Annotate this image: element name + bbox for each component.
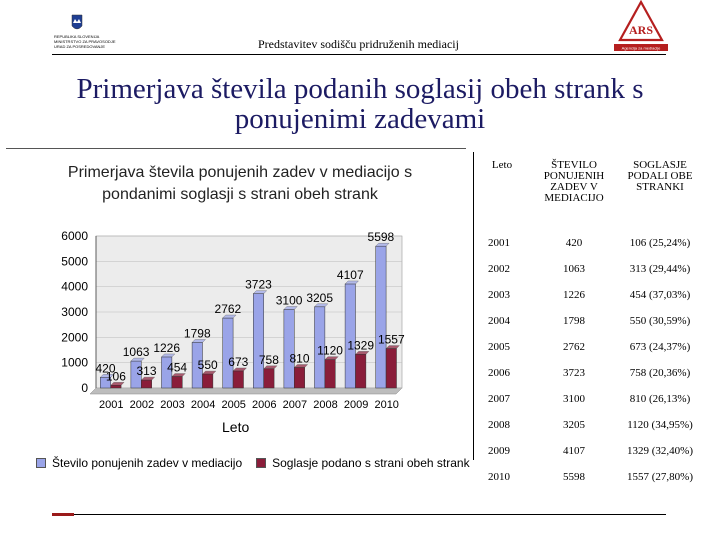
ministry-logo bbox=[52, 12, 142, 52]
x-tick-label: 2005 bbox=[221, 399, 246, 411]
logo-left-line-1: REPUBLIKA SLOVENIJA bbox=[54, 34, 100, 39]
data-label-agreed: 1120 bbox=[317, 343, 343, 358]
data-label-offered: 1798 bbox=[183, 326, 211, 341]
header-year: Leto bbox=[491, 159, 513, 171]
data-label-offered: 1063 bbox=[122, 345, 150, 360]
cell-offered: 420 bbox=[565, 237, 583, 249]
bar-agreed bbox=[202, 374, 212, 388]
title-divider bbox=[6, 148, 466, 149]
header-divider bbox=[52, 54, 666, 55]
y-tick-label: 3000 bbox=[61, 305, 88, 319]
slide-title: Primerjava števila podanih soglasij obeh strank s ponujenimi zadevami bbox=[76, 73, 644, 135]
x-tick-label: 2006 bbox=[252, 399, 277, 411]
cell-offered: 3723 bbox=[563, 367, 585, 379]
cell-agreed: 810 (26,13%) bbox=[629, 393, 691, 405]
logo-right-text: ARS bbox=[628, 23, 654, 37]
bar-agreed bbox=[355, 354, 365, 388]
cell-agreed: 673 (24,37%) bbox=[629, 341, 691, 353]
footer-accent bbox=[52, 513, 74, 516]
table-row bbox=[474, 282, 702, 308]
data-label-agreed: 550 bbox=[197, 358, 218, 373]
table-row bbox=[474, 438, 702, 464]
logo-right-caption: Agencija za mediacije bbox=[621, 45, 661, 51]
presentation-subtitle: Predstavitev sodišču pridruženih mediacij bbox=[258, 37, 459, 51]
cell-offered: 3205 bbox=[563, 419, 585, 431]
y-tick-label: 4000 bbox=[61, 279, 88, 294]
cell-offered: 1063 bbox=[563, 263, 585, 275]
cell-agreed: 106 (25,24%) bbox=[629, 237, 691, 249]
table-row bbox=[474, 334, 702, 360]
legend-label-agreed: Soglasje podano s strani obeh strank bbox=[272, 456, 470, 470]
data-table bbox=[474, 160, 702, 490]
data-label-offered: 1226 bbox=[153, 340, 181, 355]
table-row bbox=[474, 464, 702, 490]
x-tick-label: 2009 bbox=[343, 399, 369, 411]
cell-agreed: 313 (29,44%) bbox=[629, 263, 691, 275]
cell-agreed: 1329 (32,40%) bbox=[627, 445, 693, 457]
y-tick-label: 5000 bbox=[61, 254, 88, 269]
cell-agreed: 550 (30,59%) bbox=[629, 315, 691, 327]
x-tick-label: 2008 bbox=[313, 399, 338, 411]
y-tick-label: 1000 bbox=[61, 355, 88, 370]
data-label-agreed: 810 bbox=[289, 351, 310, 366]
cell-year: 2010 bbox=[488, 471, 510, 483]
cell-offered: 4107 bbox=[563, 445, 585, 457]
header-offered-cases: ŠTEVILO PONUJENIH ZADEV V MEDIACIJO bbox=[543, 159, 605, 204]
data-label-offered: 5598 bbox=[367, 230, 395, 245]
table-row bbox=[474, 308, 702, 334]
x-tick-label: 2004 bbox=[190, 399, 216, 411]
logo-left-line-2: MINISTRSTVO ZA PRAVOSODJE bbox=[54, 39, 116, 44]
bar-agreed bbox=[141, 380, 151, 388]
cell-offered: 3100 bbox=[563, 393, 585, 405]
chart-legend bbox=[36, 456, 470, 470]
bar-agreed bbox=[325, 360, 335, 388]
cell-agreed: 1120 (34,95%) bbox=[627, 419, 693, 431]
legend-label-offered: Število ponujenih zadev v mediacijo bbox=[52, 456, 243, 470]
legend-swatch-agreed bbox=[256, 458, 266, 468]
ars-logo bbox=[610, 0, 672, 54]
data-label-offered: 420 bbox=[95, 361, 116, 376]
x-tick-label: 2003 bbox=[160, 399, 185, 411]
cell-year: 2008 bbox=[488, 419, 510, 431]
cell-offered: 2762 bbox=[563, 341, 585, 353]
table-row bbox=[474, 360, 702, 386]
table-row bbox=[474, 386, 702, 412]
data-label-agreed: 106 bbox=[105, 369, 126, 384]
cell-offered: 1226 bbox=[563, 289, 585, 301]
chart-title: Primerjava števila ponujenih zadev v mediacijo s pondanimi soglasji s strani obeh strank bbox=[67, 164, 413, 203]
header-agreements: SOGLASJE PODALI OBE STRANKI bbox=[627, 159, 693, 193]
data-label-offered: 3100 bbox=[275, 293, 303, 308]
x-tick-label: 2010 bbox=[374, 399, 399, 411]
bar-agreed bbox=[386, 349, 396, 388]
footer-divider bbox=[52, 514, 666, 515]
cell-year: 2009 bbox=[488, 445, 510, 457]
x-tick-label: 2002 bbox=[129, 399, 155, 411]
cell-agreed: 454 (37,03%) bbox=[629, 289, 691, 301]
bar-agreed bbox=[264, 369, 274, 388]
cell-year: 2005 bbox=[488, 341, 510, 353]
bar-agreed bbox=[294, 367, 304, 388]
bar-agreed bbox=[111, 385, 121, 388]
data-label-agreed: 313 bbox=[136, 364, 157, 379]
cell-year: 2007 bbox=[488, 393, 510, 405]
table-row bbox=[474, 412, 702, 438]
data-label-offered: 3723 bbox=[245, 277, 272, 292]
y-tick-label: 0 bbox=[81, 381, 88, 395]
x-tick-label: 2007 bbox=[282, 399, 308, 411]
x-tick-label: 2001 bbox=[99, 399, 124, 411]
data-label-agreed: 1329 bbox=[347, 338, 375, 353]
cell-agreed: 758 (20,36%) bbox=[629, 367, 691, 379]
bar-offered bbox=[284, 309, 294, 388]
cell-offered: 5598 bbox=[563, 471, 585, 483]
data-label-offered: 3205 bbox=[306, 290, 334, 305]
cell-offered: 1798 bbox=[563, 315, 585, 327]
legend-swatch-offered bbox=[36, 458, 46, 468]
data-label-agreed: 673 bbox=[228, 354, 249, 369]
bar-offered bbox=[345, 284, 355, 388]
cell-agreed: 1557 (27,80%) bbox=[627, 471, 693, 483]
data-label-agreed: 758 bbox=[258, 352, 279, 367]
x-axis-title: Leto bbox=[222, 419, 250, 435]
y-tick-label: 2000 bbox=[61, 330, 88, 345]
bar-offered bbox=[223, 318, 233, 388]
bar-chart bbox=[56, 222, 416, 414]
cell-year: 2001 bbox=[488, 237, 510, 249]
data-label-offered: 4107 bbox=[336, 267, 364, 282]
bar-agreed bbox=[172, 376, 182, 388]
data-label-agreed: 1557 bbox=[377, 332, 405, 347]
bar-offered bbox=[376, 246, 386, 388]
table-row bbox=[474, 256, 702, 282]
logo-left-line-3: URAD ZA POSREDOVANJE bbox=[54, 44, 106, 49]
y-tick-label: 6000 bbox=[61, 229, 88, 243]
data-label-agreed: 454 bbox=[167, 360, 188, 375]
chart-floor bbox=[90, 388, 402, 394]
cell-year: 2004 bbox=[488, 315, 510, 327]
cell-year: 2003 bbox=[488, 289, 510, 301]
data-label-offered: 2762 bbox=[214, 302, 242, 317]
cell-year: 2006 bbox=[488, 367, 510, 379]
bar-agreed bbox=[233, 371, 243, 388]
cell-year: 2002 bbox=[488, 263, 510, 275]
bar-offered bbox=[253, 294, 263, 388]
table-row bbox=[474, 230, 702, 256]
table-header-row bbox=[474, 160, 702, 230]
